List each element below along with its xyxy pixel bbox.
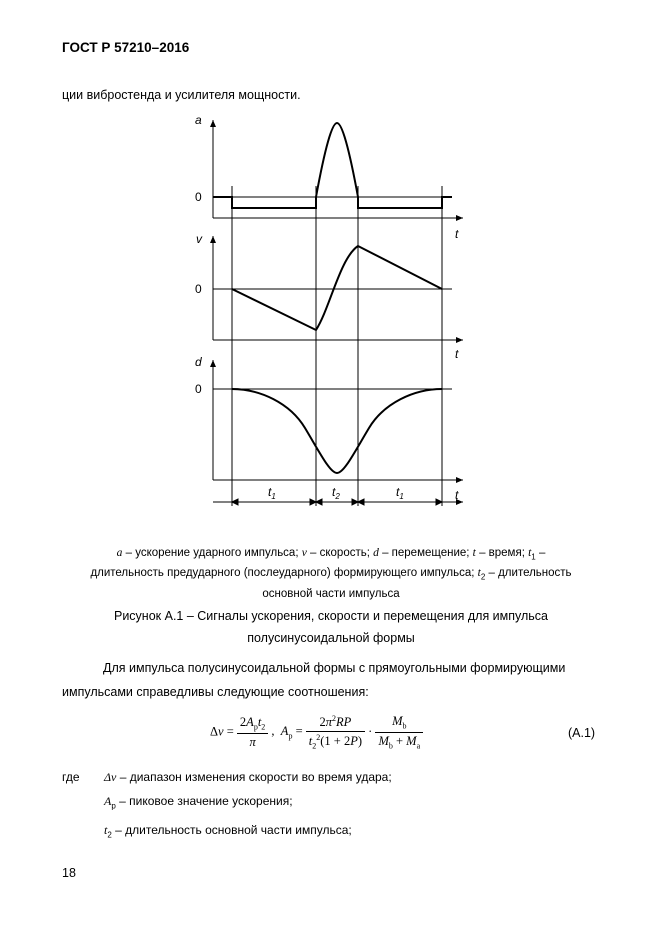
where-item-delta-v: Δv – диапазон изменения скорости во время удара; <box>104 770 392 784</box>
dim-arrow-3a <box>358 499 364 505</box>
dim-arrow-2a <box>316 499 322 505</box>
d-t-label: t <box>455 488 459 502</box>
where-item-ap: $A_p$ – пиковое значение ускорения; <box>104 794 293 811</box>
figure-title: Рисунок А.1 – Сигналы ускорения, скорости и перемещения для импульса полусинусоидальной формы <box>113 609 549 645</box>
a-zero-label: 0 <box>195 190 202 204</box>
where-item-t2: $t_2$ – длительность основной части импульса; <box>104 823 352 840</box>
v-t-label: t <box>455 347 459 361</box>
t1-label-right: $t_1$ <box>396 485 404 501</box>
paragraph-line-1: Для импульса полусинусоидальной формы с прямоугольными формирующими <box>103 661 566 675</box>
page-number: 18 <box>62 866 76 880</box>
signals-figure <box>180 108 480 518</box>
v-zero-label: 0 <box>195 282 202 296</box>
where-label: где <box>62 770 80 784</box>
document-header: ГОСТ Р 57210–2016 <box>62 40 190 55</box>
d-axis-label: d <box>195 355 202 369</box>
figure-legend: a – ускорение ударного импульса; v – скорость; d – перемещение; t – время; $t_1$ – длительность предударного (послеударного) формирующего импульса; $t_2$ – длительность основной части импульса <box>90 547 572 600</box>
equation-number: (A.1) <box>568 726 596 740</box>
dim-arrow-1a <box>232 499 238 505</box>
dim-arrow-3b <box>436 499 442 505</box>
v-axis-label: v <box>196 232 202 246</box>
d-zero-label: 0 <box>195 382 202 396</box>
a-axis-label: a <box>195 113 202 127</box>
a-t-label: t <box>455 227 459 241</box>
intro-line: ции вибростенда и усилителя мощности. <box>62 88 301 102</box>
velocity-curve <box>232 246 442 330</box>
paragraph-line-2: импульсами справедливы следующие соотношения: <box>62 685 369 699</box>
formula-a1: Δv = $\frac{2A_pt_2}{\pi}$ , $A_p$ = $\frac{2\pi^2RP}{t_2^2(1 + 2P)}$ · $\frac{M_b}{M_b + M_a}$ <box>210 714 423 751</box>
displacement-curve <box>232 389 442 473</box>
t1-label-left: $t_1$ <box>268 485 276 501</box>
t2-label: $t_2$ <box>332 485 340 501</box>
acceleration-curve <box>213 123 452 208</box>
